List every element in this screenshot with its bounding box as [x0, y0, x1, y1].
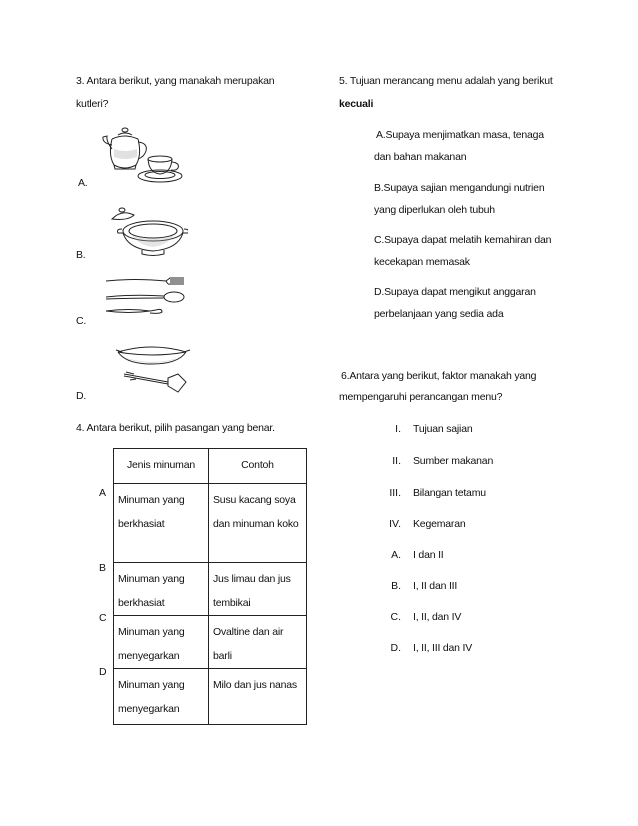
- choice-c-text[interactable]: I, II, dan IV: [413, 611, 462, 623]
- q3-question-line2: kutleri?: [76, 98, 109, 110]
- cutlery-image[interactable]: [104, 275, 188, 317]
- drinks-table: [113, 448, 307, 725]
- q5-option-a-line1[interactable]: A.Supaya menjimatkan masa, tenaga: [376, 129, 544, 141]
- row-d-letter: D: [99, 666, 107, 678]
- row-a-example: Susu kacang soya dan minuman koko: [209, 484, 307, 563]
- q4-question: 4. Antara berikut, pilih pasangan yang benar.: [76, 422, 275, 434]
- q3-question-line1: 3. Antara berikut, yang manakah merupakan: [76, 75, 275, 87]
- factor-2-text: Sumber makanan: [413, 455, 494, 467]
- row-a-letter: A: [99, 487, 107, 499]
- q5-option-d-line1[interactable]: D.Supaya dapat mengikut anggaran: [374, 286, 536, 298]
- choice-d-letter[interactable]: D.: [390, 642, 401, 654]
- q3-option-d-label: D.: [76, 390, 87, 402]
- covered-bowl-image[interactable]: [108, 205, 188, 257]
- row-b-example: Jus limau dan jus tembikai: [209, 563, 307, 616]
- q6-question-line2: mempengaruhi perancangan menu?: [339, 391, 503, 403]
- q3-option-b-label: B.: [76, 249, 86, 261]
- factor-1-number: I.: [395, 423, 401, 435]
- row-c-type: Minuman yang menyegarkan: [114, 616, 209, 669]
- q3-option-c-label: C.: [76, 315, 87, 327]
- choice-a-letter[interactable]: A.: [391, 549, 401, 561]
- choice-b-letter[interactable]: B.: [391, 580, 401, 592]
- q3-option-a-label: A.: [78, 177, 88, 189]
- table-row: [114, 563, 307, 616]
- table-row: [114, 616, 307, 669]
- factor-2-number: II.: [392, 455, 401, 467]
- header-example: Contoh: [209, 449, 307, 484]
- choice-c-letter[interactable]: C.: [390, 611, 401, 623]
- q5-question-line1: 5. Tujuan merancang menu adalah yang berikut: [339, 75, 553, 87]
- factor-3-text: Bilangan tetamu: [413, 487, 486, 499]
- table-header-row: [114, 449, 307, 484]
- teapot-and-cup-image[interactable]: [100, 127, 190, 185]
- q5-question-line2: kecuali: [339, 98, 374, 110]
- row-d-example: Milo dan jus nanas: [209, 669, 307, 725]
- choice-b-text[interactable]: I, II dan III: [413, 580, 458, 592]
- q5-option-a-line2: dan bahan makanan: [374, 151, 467, 163]
- q5-option-b-line2: yang diperlukan oleh tubuh: [374, 204, 495, 216]
- table-row: [114, 669, 307, 725]
- table-row: [114, 484, 307, 563]
- row-d-type: Minuman yang menyegarkan: [114, 669, 209, 725]
- q5-option-c-line2: kecekapan memasak: [374, 256, 470, 268]
- row-c-letter: C: [99, 612, 107, 624]
- q5-option-b-line1[interactable]: B.Supaya sajian mengandungi nutrien: [374, 182, 545, 194]
- header-drink-type: Jenis minuman: [114, 449, 209, 484]
- wok-and-spatula-image[interactable]: [114, 340, 192, 394]
- q5-option-c-line1[interactable]: C.Supaya dapat melatih kemahiran dan: [374, 234, 552, 246]
- factor-4-number: IV.: [389, 518, 401, 530]
- factor-3-number: III.: [389, 487, 401, 499]
- q6-question-line1: 6.Antara yang berikut, faktor manakah yang: [341, 370, 537, 382]
- choice-d-text[interactable]: I, II, III dan IV: [413, 642, 473, 654]
- factor-4-text: Kegemaran: [413, 518, 466, 530]
- q5-option-d-line2: perbelanjaan yang sedia ada: [374, 308, 504, 320]
- row-a-type: Minuman yang berkhasiat: [114, 484, 209, 563]
- choice-a-text[interactable]: I dan II: [413, 549, 444, 561]
- factor-1-text: Tujuan sajian: [413, 423, 473, 435]
- row-b-letter: B: [99, 562, 107, 574]
- row-b-type: Minuman yang berkhasiat: [114, 563, 209, 616]
- row-c-example: Ovaltine dan air barli: [209, 616, 307, 669]
